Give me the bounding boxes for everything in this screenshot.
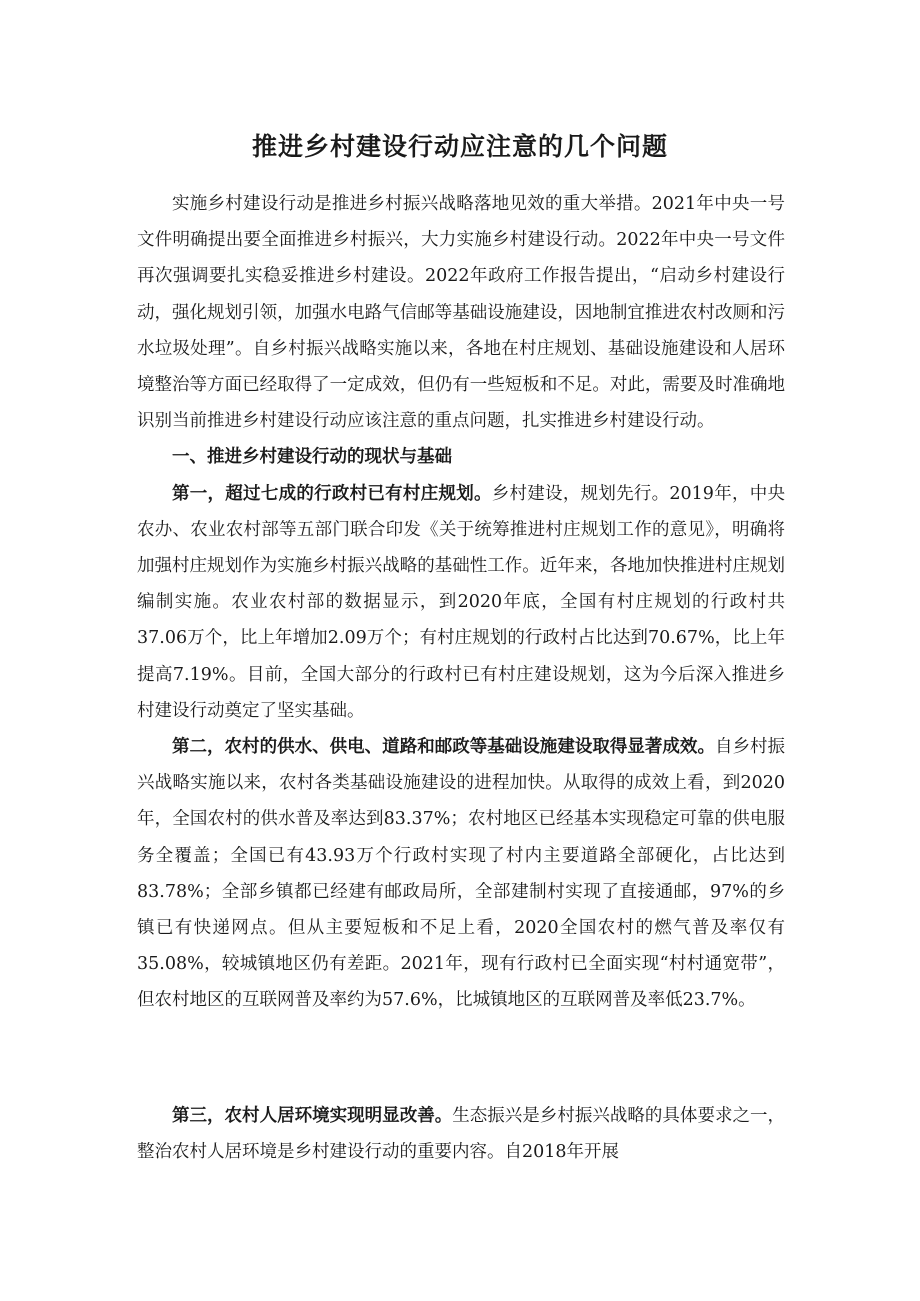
paragraph-second-lead: 第二，农村的供水、供电、道路和邮政等基础设施建设取得显著成效。	[172, 737, 715, 758]
paragraph-second-body: 自乡村振兴战略实施以来，农村各类基础设施建设的进程加快。从取得的成效上看，到2020年，全国农村的供水普及率达到83.37%；农村地区已经基本实现稳定可靠的供电服务全覆盖；全国已有43.93万个行政村实现了村内主要道路全部硬化，占比达到83.78%；全部乡镇都已经建有邮政局所，全部建制村实现了直接通邮，97%的乡镇已有快递网点。但从主要短板和不足上看，2020全国农村的燃气普及率仅有35.08%，较城镇地区仍有差距。2021年，现有行政村已全面实现“村村通宽带”，但农村地区的互联网普及率约为57.6%，比城镇地区的互联网普及率低23.7%。	[137, 737, 785, 1011]
document-title: 推进乡村建设行动应注意的几个问题	[251, 131, 668, 161]
paragraph-first-body: 乡村建设，规划先行。2019年，中央农办、农业农村部等五部门联合印发《关于统筹推进村庄规划工作的意见》，明确将加强村庄规划作为实施乡村振兴战略的基础性工作。近年来，各地加快推进村庄规划编制实施。农业农村部的数据显示，到2020年底，全国有村庄规划的行政村共37.06万个，比上年增加2.09万个；有村庄规划的行政村占比达到70.67%，比上年提高7.19%。目前，全国大部分的行政村已有村庄建设规划，这为今后深入推进乡村建设行动奠定了坚实基础。	[137, 483, 785, 721]
paragraph-third-lead: 第三，农村人居环境实现明显改善。	[172, 1106, 453, 1126]
body-block-continued	[137, 1098, 785, 1170]
body-block-main	[137, 186, 785, 1019]
paragraph-first-lead: 第一，超过七成的行政村已有村庄规划。	[172, 483, 492, 504]
section-heading-1: 一、推进乡村建设行动的现状与基础	[172, 447, 452, 468]
paragraph-second	[137, 729, 785, 1019]
paragraph-first	[137, 476, 785, 729]
paragraph-third-body: 生态振兴是乡村振兴战略的具体要求之一，整治农村人居环境是乡村建设行动的重要内容。自2018年开展	[137, 1106, 785, 1163]
paragraph-third	[137, 1098, 785, 1170]
intro-paragraph: 实施乡村建设行动是推进乡村振兴战略落地见效的重大举措。2021年中央一号文件明确提出要全面推进乡村振兴，大力实施乡村建设行动。2022年中央一号文件再次强调要扎实稳妥推进乡村建设。2022年政府工作报告提出，“启动乡村建设行动，强化规划引领，加强水电路气信邮等基础设施建设，因地制宜推进农村改厕和污水垃圾处理”。自乡村振兴战略实施以来，各地在村庄规划、基础设施建设和人居环境整治等方面已经取得了一定成效，但仍有一些短板和不足。对此，需要及时准确地识别当前推进乡村建设行动应该注意的重点问题，扎实推进乡村建设行动。	[137, 194, 785, 432]
